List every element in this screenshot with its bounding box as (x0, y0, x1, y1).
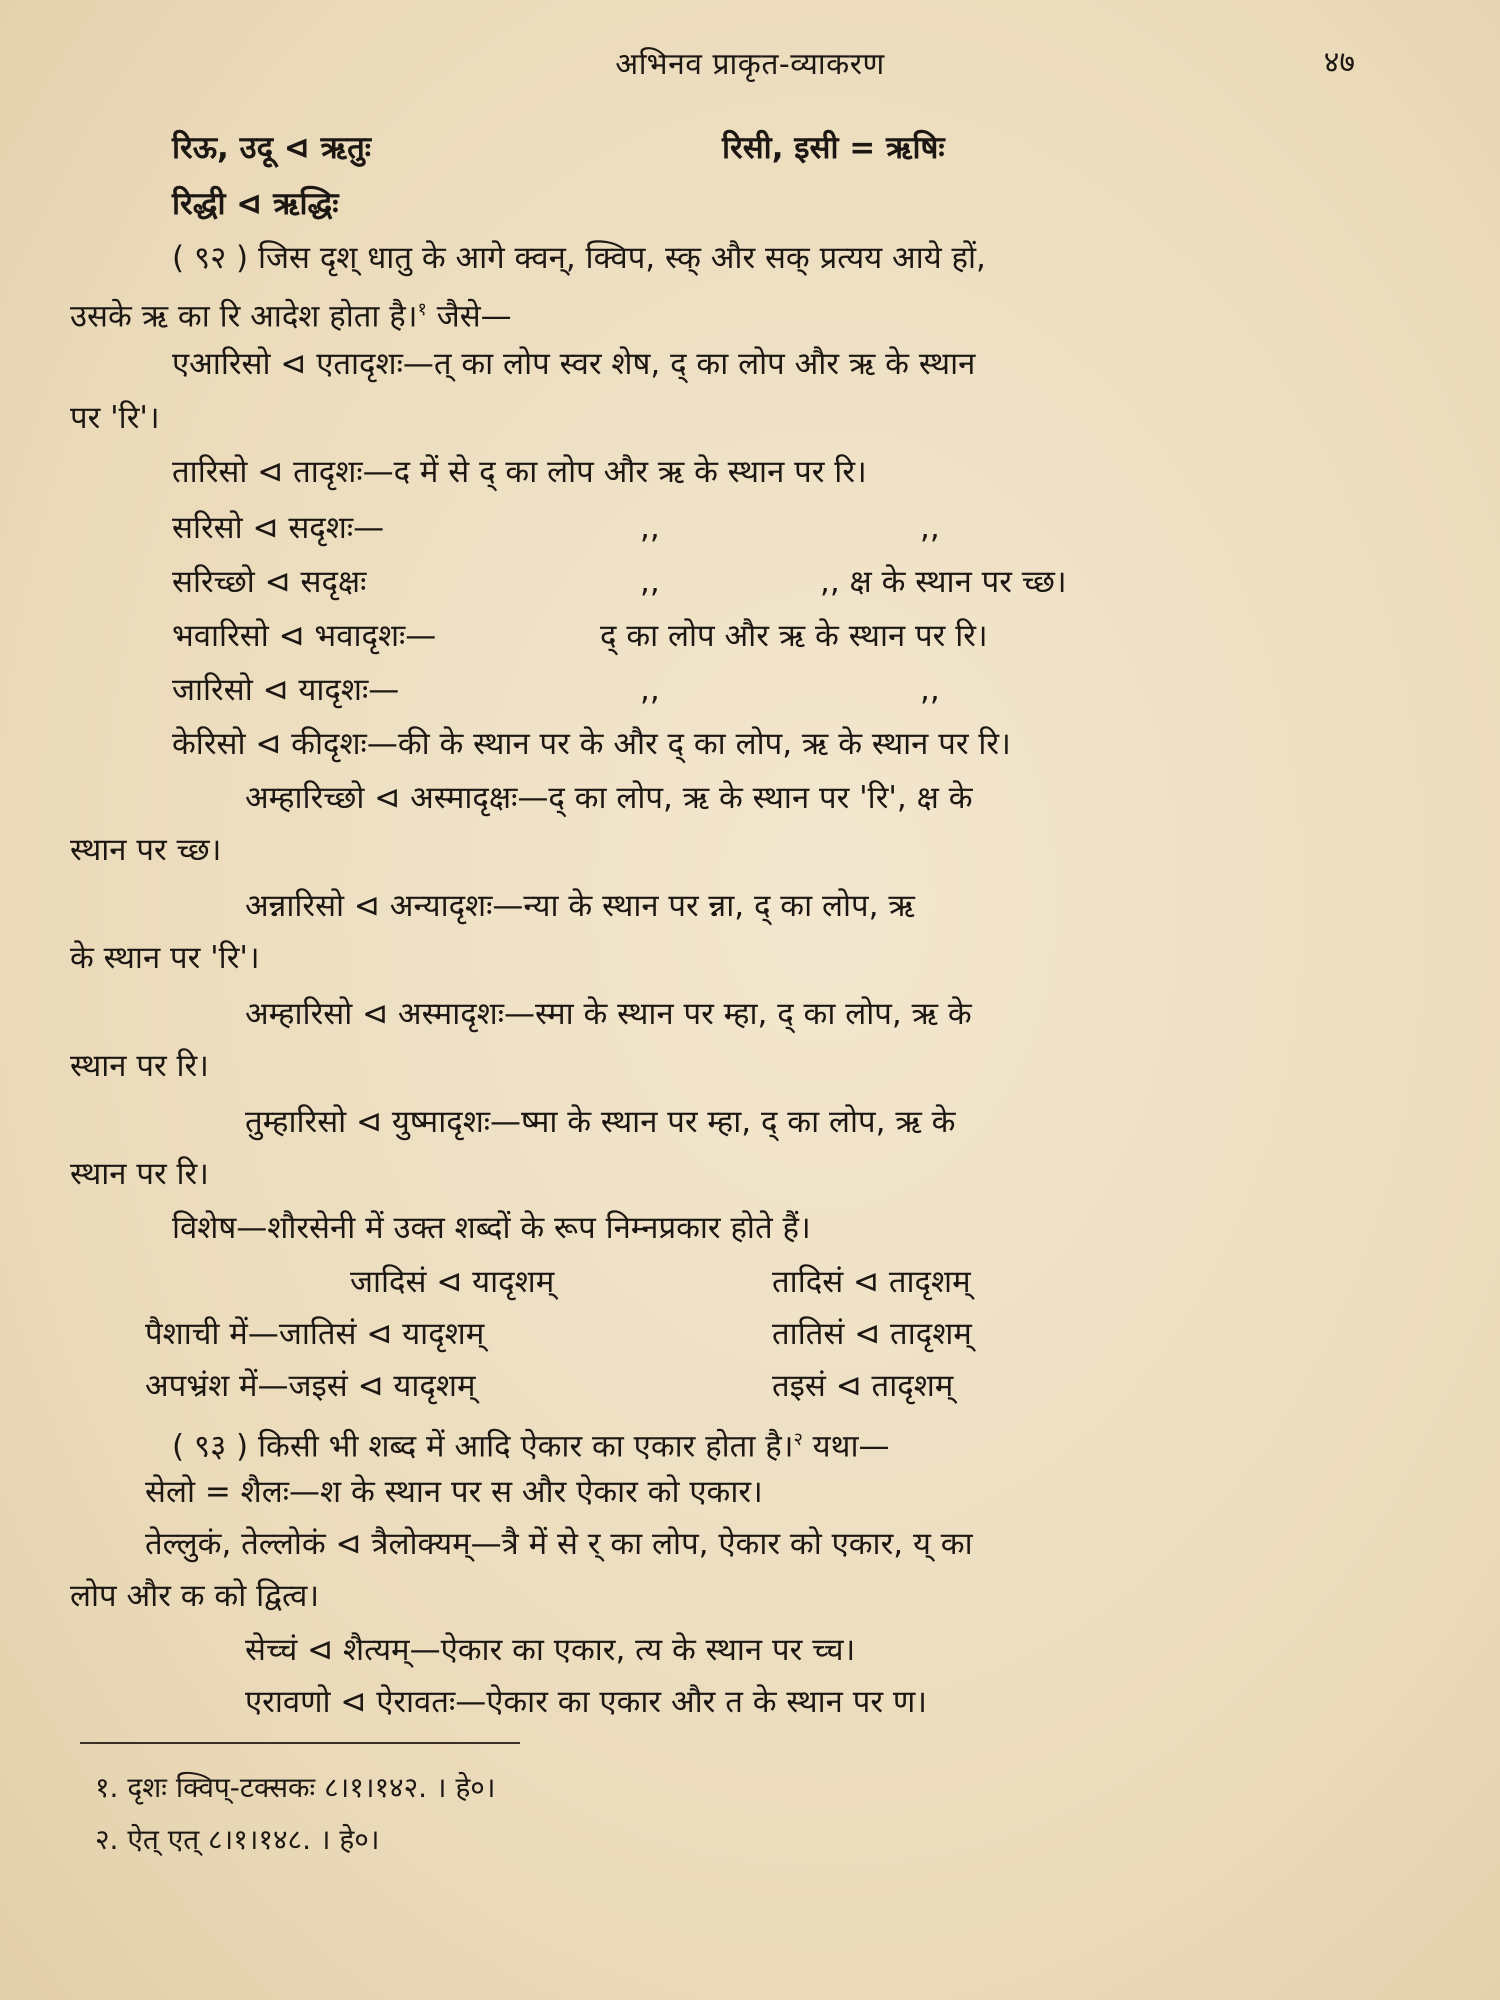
form-right: तइसं ⊲ तादृशम् (772, 1368, 954, 1404)
example-line: एआरिसो ⊲ एतादृशः—त् का लोप स्वर शेष, द् का लोप और ऋ के स्थान (172, 346, 976, 382)
form-right: तातिसं ⊲ तादृशम् (772, 1316, 972, 1352)
form-right: तादिसं ⊲ तादृशम् (772, 1264, 971, 1300)
footnote-mark-1: १ (417, 299, 427, 320)
example-line: पर 'रि'। (70, 400, 160, 436)
special-note: विशेष—शौरसेनी में उक्त शब्दों के रूप निम्नप्रकार होते हैं। (172, 1210, 811, 1246)
example-line: सेलो = शैलः—श के स्थान पर स और ऐकार को एकार। (145, 1474, 763, 1510)
example-line: तुम्हारिसो ⊲ युष्मादृशः—ष्मा के स्थान पर म्हा, द् का लोप, ऋ के (245, 1104, 956, 1140)
example-line: सरिच्छो ⊲ सदृक्षः (172, 564, 367, 600)
example-line: जारिसो ⊲ यादृशः— (172, 672, 400, 708)
example-line: अन्नारिसो ⊲ अन्यादृशः—न्या के स्थान पर न्ना, द् का लोप, ऋ (245, 888, 915, 924)
ditto-mark: ,, (920, 672, 940, 708)
footnote-2: २. ऐत् एत् ८।१।१४८. । हे०। (95, 1823, 380, 1856)
line-4: उसके ऋ का रि आदेश होता है।$^१$ जैसे— (70, 298, 512, 335)
example-line: एरावणो ⊲ ऐरावतः—ऐकार का एकार और त के स्थान पर ण। (245, 1684, 928, 1720)
example-note: ,, क्ष के स्थान पर च्छ। (820, 564, 1067, 600)
example-line: लोप और क को द्वित्व। (70, 1578, 320, 1614)
example-line: अम्हारिसो ⊲ अस्मादृशः—स्मा के स्थान पर म्हा, द् का लोप, ऋ के (245, 996, 972, 1032)
rule-92-heading: ( ९२ ) जिस दृश् धातु के आगे क्वन्, क्विप, स्क् और सक् प्रत्यय आये हों, (172, 240, 986, 276)
example-line: सेच्चं ⊲ शैत्यम्—ऐकार का एकार, त्य के स्थान पर च्च। (245, 1632, 856, 1668)
footnote-rule (80, 1742, 520, 1744)
example-line: भवारिसो ⊲ भवादृशः— (172, 618, 437, 654)
footnote-mark-2: २ (793, 1429, 803, 1450)
line-1-right: रिसी, इसी = ऋषिः (722, 130, 945, 166)
line-1 (172, 128, 371, 168)
example-line: स्थान पर रि। (70, 1156, 209, 1192)
example-note: द् का लोप और ऋ के स्थान पर रि। (600, 618, 988, 654)
example-line: के स्थान पर 'रि'। (70, 940, 260, 976)
page-number: ४७ (1323, 45, 1355, 80)
running-header: अभिनव प्राकृत-व्याकरण (615, 47, 885, 82)
ditto-mark: ,, (640, 564, 660, 600)
example-line: तेल्लुकं, तेल्लोकं ⊲ त्रैलोक्यम्—त्रै में से र् का लोप, ऐकार को एकार, य् का (145, 1526, 973, 1562)
line-1-left: रिऊ, उदू ⊲ ऋतुः (172, 130, 371, 166)
line-2: रिद्धी ⊲ ऋद्धिः (172, 186, 339, 222)
form-left: अपभ्रंश में—जइसं ⊲ यादृशम् (145, 1368, 476, 1404)
example-line: स्थान पर च्छ। (70, 832, 222, 868)
example-line: केरिसो ⊲ कीदृशः—की के स्थान पर के और द् का लोप, ऋ के स्थान पर रि। (172, 726, 1011, 762)
ditto-mark: ,, (640, 672, 660, 708)
example-line: तारिसो ⊲ तादृशः—द में से द् का लोप और ऋ के स्थान पर रि। (172, 454, 867, 490)
form-left: जादिसं ⊲ यादृशम् (350, 1264, 555, 1300)
example-line: स्थान पर रि। (70, 1048, 209, 1084)
example-line: अम्हारिच्छो ⊲ अस्मादृक्षः—द् का लोप, ऋ के स्थान पर 'रि', क्ष के (245, 780, 973, 816)
example-line: सरिसो ⊲ सदृशः— (172, 510, 385, 546)
form-left: पैशाची में—जातिसं ⊲ यादृशम् (145, 1316, 485, 1352)
footnote-1: १. दृशः क्विप्-टक्सकः ८।१।१४२. । हे०। (95, 1771, 496, 1804)
ditto-mark: ,, (640, 510, 660, 546)
ditto-mark: ,, (920, 510, 940, 546)
rule-93-heading: ( ९३ ) किसी भी शब्द में आदि ऐकार का एकार होता है।$^२$ यथा— (172, 1428, 890, 1465)
